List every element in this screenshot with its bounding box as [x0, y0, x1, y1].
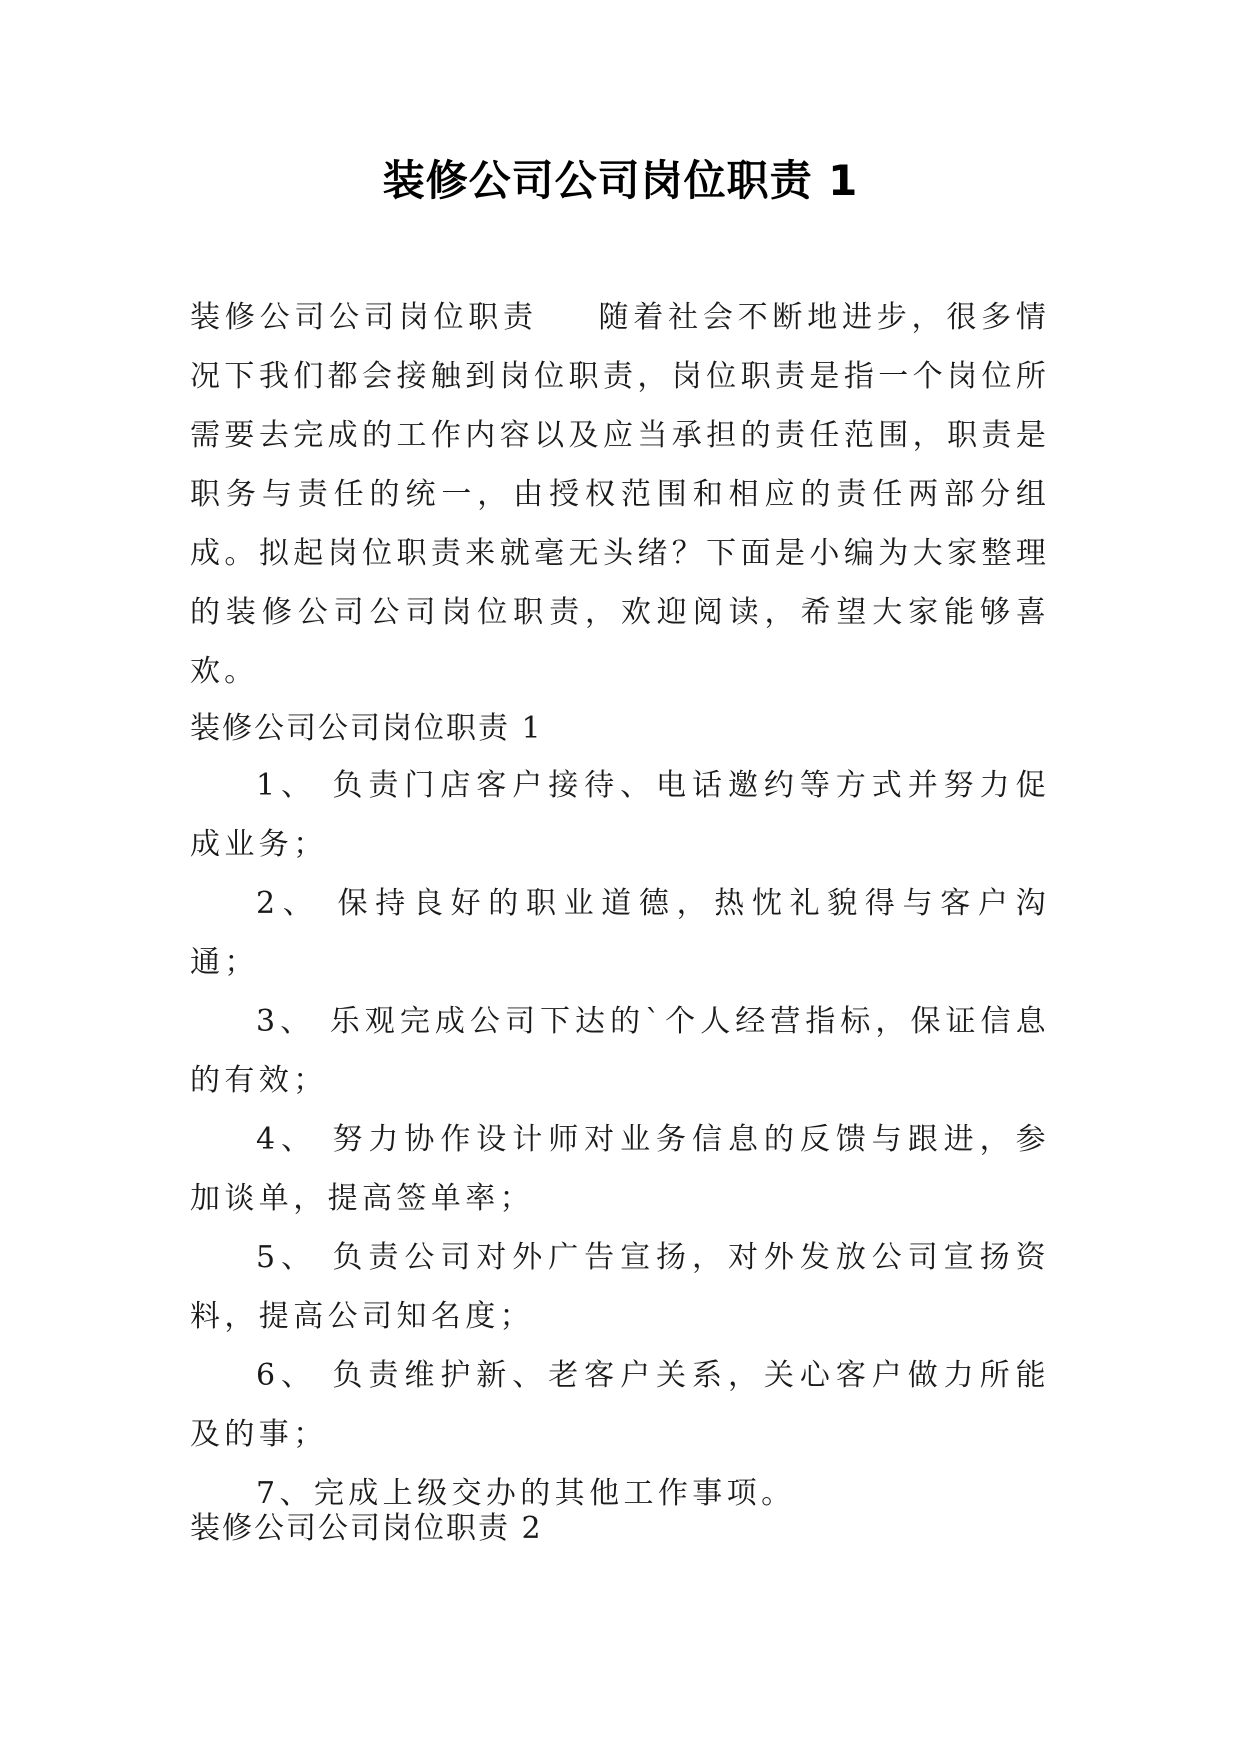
- intro-body: 随着社会不断地进步，很多情况下我们都会接触到岗位职责，岗位职责是指一个岗位所需要去完成的工作内容以及应当承担的责任范围，职责是职务与责任的统一，由授权范围和相应的责任两部分组成。拟起岗位职责来就毫无头绪？下面是小编为大家整理的装修公司公司岗位职责，欢迎阅读，希望大家能够喜欢。: [190, 300, 1050, 689]
- duty-item: 4、 努力协作设计师对业务信息的反馈与跟进，参加谈单，提高签单率；: [190, 1122, 1050, 1216]
- section-heading-2: 装修公司公司岗位职责 2: [190, 1511, 543, 1546]
- document-title: 装修公司公司岗位职责 1: [382, 156, 859, 205]
- intro-lead: 装修公司公司岗位职责: [190, 300, 538, 335]
- duty-item: 6、 负责维护新、老客户关系，关心客户做力所能及的事；: [190, 1358, 1050, 1452]
- duty-item: 1、 负责门店客户接待、电话邀约等方式并努力促成业务；: [190, 768, 1050, 862]
- section-heading-1: 装修公司公司岗位职责 1: [190, 711, 543, 746]
- duty-item: 5、 负责公司对外广告宣扬，对外发放公司宣扬资料，提高公司知名度；: [190, 1240, 1050, 1334]
- duty-list: [190, 756, 1050, 1523]
- duty-item: 7、完成上级交办的其他工作事项。: [256, 1476, 796, 1511]
- intro-paragraph: [190, 288, 1050, 701]
- duty-item: 2、 保持良好的职业道德，热忱礼貌得与客户沟通；: [190, 886, 1050, 980]
- duty-item: 3、 乐观完成公司下达的`个人经营指标，保证信息的有效；: [190, 1004, 1050, 1098]
